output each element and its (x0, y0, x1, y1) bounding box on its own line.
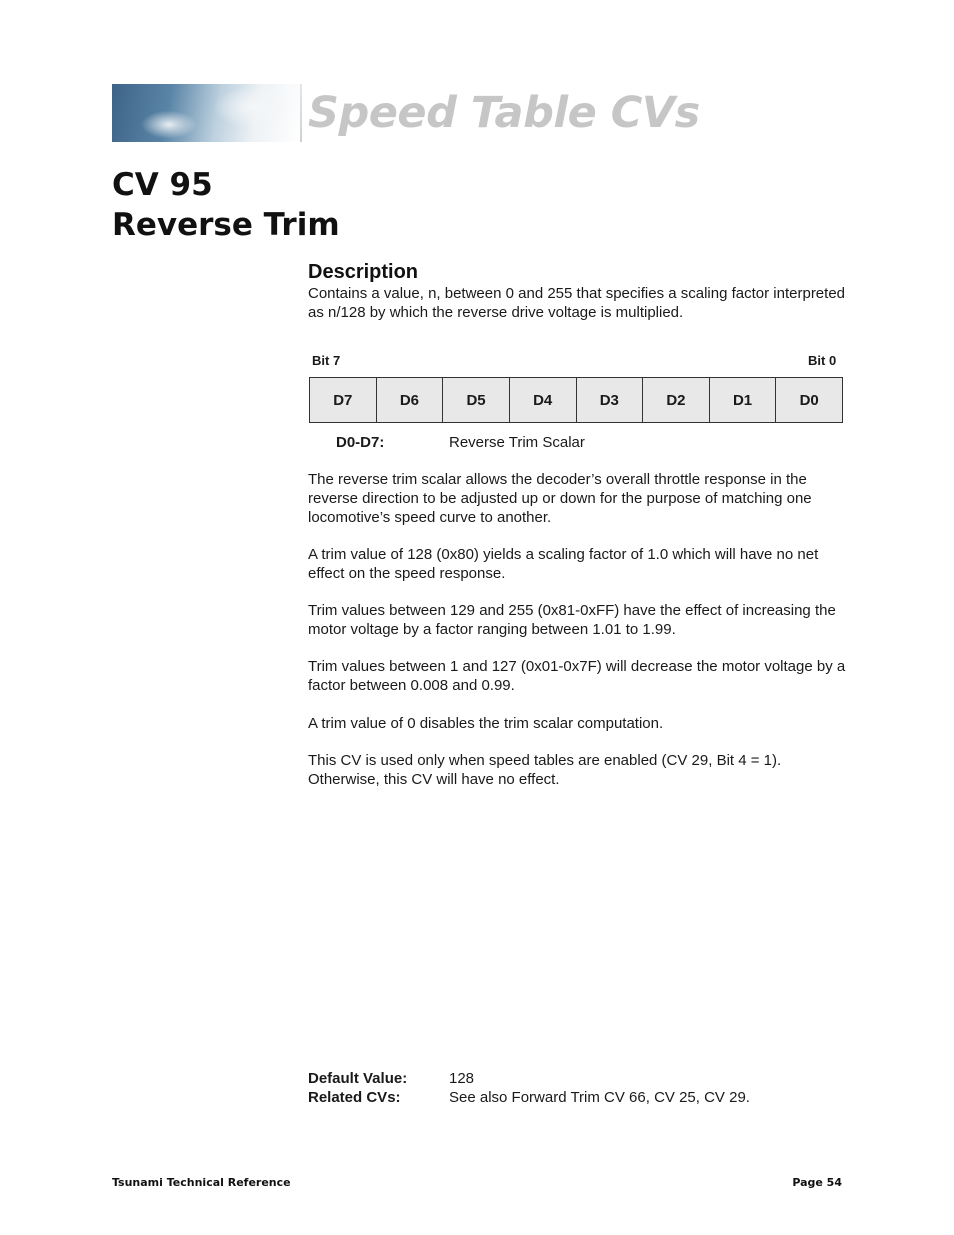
bit-7-label: Bit 7 (312, 353, 341, 368)
paragraph-speed-tables: This CV is used only when speed tables are enabled (CV 29, Bit 4 = 1). Otherwise, this CV will have no effect. (308, 752, 782, 788)
bit-cell-d5: D5 (443, 378, 510, 423)
description-heading: Description (308, 261, 419, 283)
cv-title (112, 165, 340, 245)
chapter-title: Speed Table CVs (308, 88, 700, 138)
field-name: D0-D7: (336, 434, 385, 451)
description-text: Contains a value, n, between 0 and 255 that specifies a scaling factor interpreted as n/128 by which the reverse drive voltage is multiplied. (308, 285, 846, 321)
footer-document-title: Tsunami Technical Reference (112, 1176, 291, 1189)
bit-0-label: Bit 0 (808, 353, 837, 368)
field-description: Reverse Trim Scalar (449, 434, 585, 451)
header-divider (300, 84, 302, 142)
header-wave-image (112, 84, 302, 142)
related-cvs-label: Related CVs: (308, 1089, 401, 1106)
related-cvs-value: See also Forward Trim CV 66, CV 25, CV 29. (449, 1089, 750, 1106)
footer-page-number: Page 54 (792, 1176, 842, 1189)
bit-cell-d2: D2 (643, 378, 710, 423)
paragraph-trim-increase: Trim values between 129 and 255 (0x81-0xFF) have the effect of increasing the motor voltage by a factor ranging between 1.01 to 1.99. (308, 602, 836, 638)
default-value-label: Default Value: (308, 1070, 408, 1087)
bit-table (309, 377, 843, 423)
paragraph-trim-zero: A trim value of 0 disables the trim scalar computation. (308, 715, 664, 732)
bit-cell-d4: D4 (509, 378, 576, 423)
bit-cell-d3: D3 (576, 378, 643, 423)
default-value: 128 (449, 1070, 475, 1087)
paragraph-trim-128: A trim value of 128 (0x80) yields a scaling factor of 1.0 which will have no net effect on the speed response. (308, 546, 819, 582)
cv-name: Reverse Trim (112, 207, 340, 243)
bit-cell-d0: D0 (776, 378, 843, 423)
bit-table-row (310, 378, 843, 423)
paragraph-trim-decrease: Trim values between 1 and 127 (0x01-0x7F) will decrease the motor voltage by a factor between 0.008 and 0.99. (308, 658, 846, 694)
bit-cell-d6: D6 (376, 378, 443, 423)
bit-cell-d1: D1 (709, 378, 776, 423)
cv-number: CV 95 (112, 167, 213, 203)
paragraph-trim-scalar: The reverse trim scalar allows the decoder’s overall throttle response in the reverse direction to be adjusted up or down for the purpose of matching one locomotive’s speed curve to another. (308, 471, 812, 526)
bit-cell-d7: D7 (310, 378, 377, 423)
